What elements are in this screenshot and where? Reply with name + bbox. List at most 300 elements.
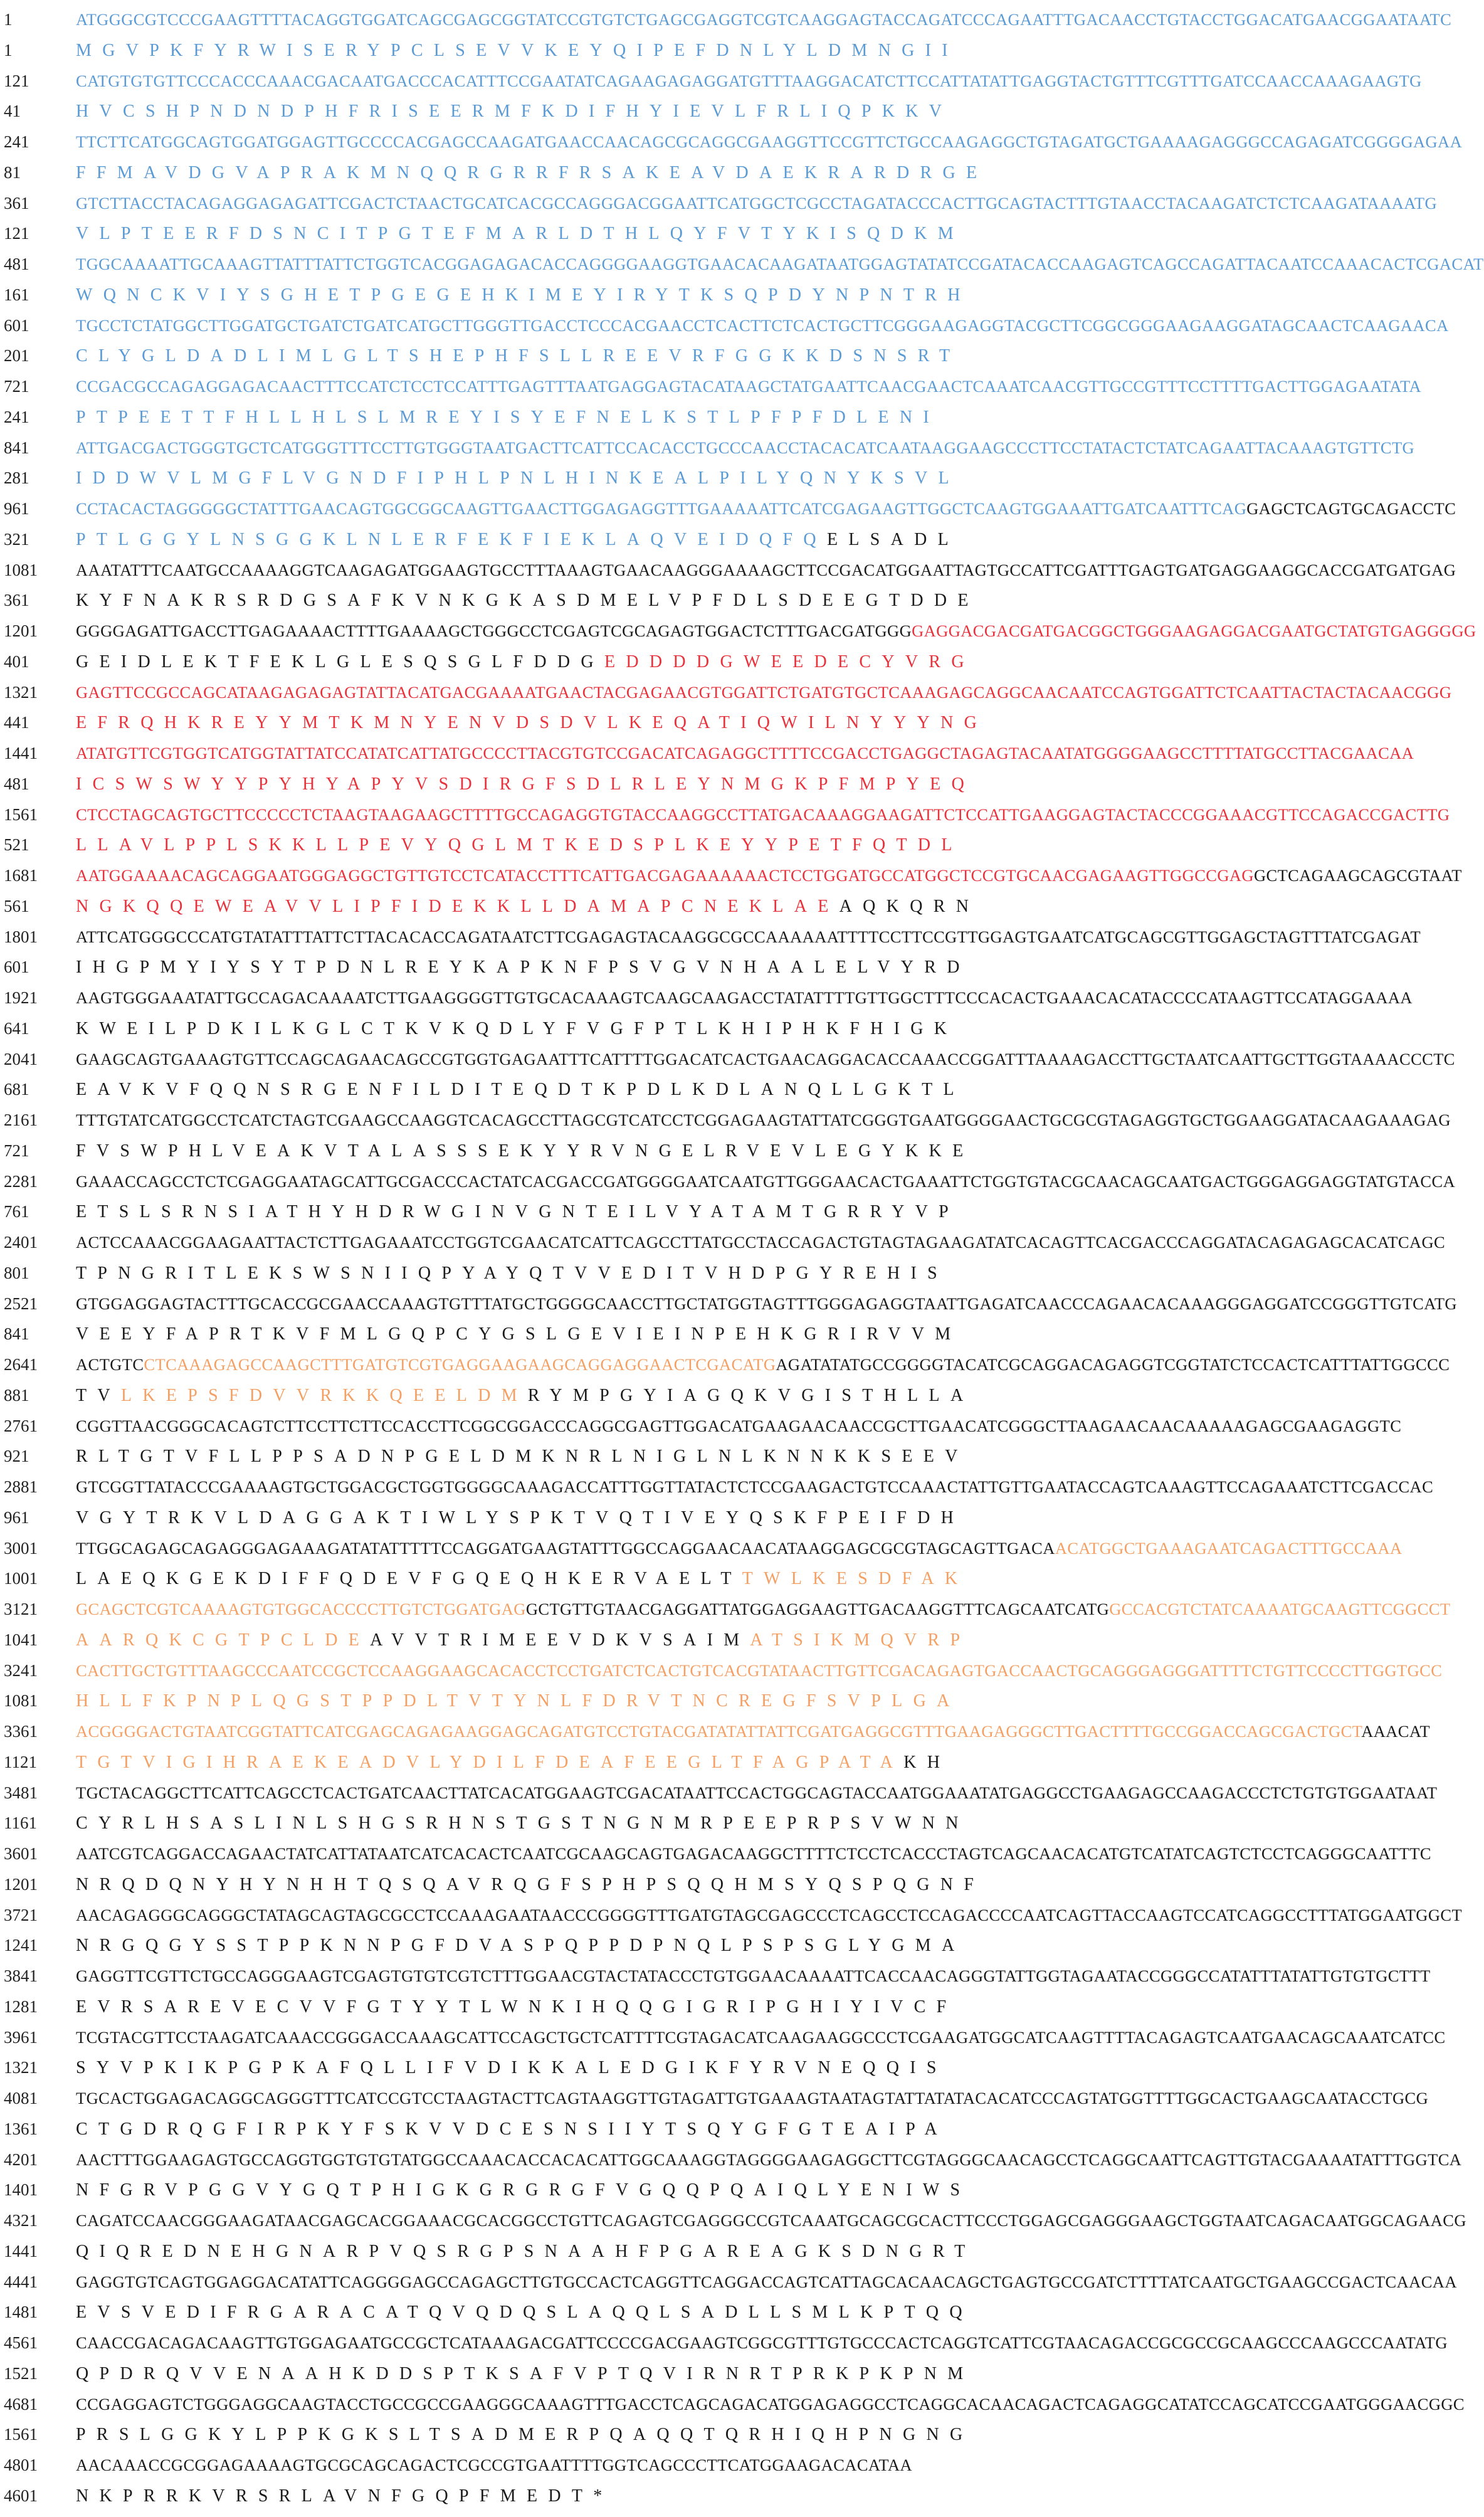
nucleotide-sequence [76, 1355, 1450, 1375]
sequence-segment: GCTCAGAAGCAGCGTAAT [1253, 866, 1462, 885]
sequence-segment: EVSVEDIFRGARACATQVQDQSLAQQLSADLLSMLKPTQQ [76, 2303, 973, 2323]
amino-acid-row [0, 835, 1289, 866]
nucleotide-row [0, 1171, 1456, 1203]
position-number: 4321 [4, 2211, 38, 2230]
position-number: 4081 [4, 2089, 38, 2108]
nucleotide-sequence [76, 1233, 1445, 1252]
nucleotide-sequence [76, 1172, 1455, 1191]
nucleotide-sequence [76, 1600, 1451, 1619]
sequence-segment: NGKQQEWEAVVLIPFIDEKKLLDAMAPCNEKLAE [76, 896, 839, 916]
position-number: 361 [4, 591, 29, 610]
amino-acid-sequence [76, 2242, 976, 2262]
nucleotide-sequence [76, 2456, 912, 2475]
amino-acid-sequence [76, 1264, 948, 1284]
nucleotide-sequence [76, 316, 1449, 335]
nucleotide-sequence [76, 1906, 1462, 1925]
nucleotide-row [0, 1844, 1431, 1875]
sequence-segment: HLLFKPNPLQGSTPPDLTVTYNLFDRVTNCREGFSVPLGA [76, 1691, 960, 1711]
nucleotide-row [0, 2272, 1457, 2303]
sequence-segment: PTPEETTFHLLHLSLMREYISYEFNELKSTLPFPFDLENI [76, 407, 940, 427]
sequence-segment: CATGTGTGTTCCCACCCAAACGACAATGACCCACATTTCCGAATATCAGAAGAGAGGATGTTTAAGGACATCTTCCATTATATTGAGGTACTGTTTCGTTTGATCCAACCAAAGAAGTG [76, 71, 1422, 90]
nucleotide-sequence [76, 927, 1421, 947]
sequence-segment: QPDRQVVENAAHKDDSPTKSAFVPTQVIRNRTPRKPKPNM [76, 2363, 974, 2383]
nucleotide-row [0, 1905, 1463, 1936]
sequence-segment: EFRQHKREYYMTKMNYENVDSDVLKEQATIQWILNYYYNG [76, 713, 988, 733]
amino-acid-row [0, 958, 1289, 988]
nucleotide-sequence [76, 1966, 1431, 1986]
position-number: 1801 [4, 927, 38, 946]
position-number: 4681 [4, 2394, 38, 2414]
position-number: 1281 [4, 1997, 38, 2016]
nucleotide-row [0, 1355, 1450, 1386]
position-number: 1201 [4, 621, 38, 640]
position-number: 1 [4, 10, 13, 29]
nucleotide-sequence [76, 2150, 1461, 2170]
position-number: 121 [4, 224, 29, 243]
amino-acid-row [0, 2180, 1289, 2211]
position-number: 1481 [4, 2303, 38, 2322]
nucleotide-row [0, 2211, 1466, 2242]
position-number: 3721 [4, 1905, 38, 1924]
nucleotide-row [0, 927, 1421, 958]
nucleotide-sequence [76, 499, 1456, 519]
nucleotide-sequence [76, 132, 1462, 152]
position-number: 1081 [4, 560, 38, 579]
sequence-segment: GAGGACGACGATGACGGCTGGGAAGAGGACGAATGCTATGTGAGGGGG [912, 621, 1476, 640]
sequence-segment: ATATGTTCGTGGTCATGGTATTATCCATATCATTATGCCCCTTACGTGTCCGACATCAGAGGCTTTTCCGACCTGAGGCTAGAGTACAATATGGGGAAGCCTTTTATGCCTTACGAACAA [76, 744, 1414, 762]
position-number: 961 [4, 499, 29, 518]
sequence-segment: CYRLHSASLINLSHGSRHNSTGSTNGNMRPEEPRPSVWNN [76, 1813, 969, 1834]
amino-acid-row [0, 41, 1289, 71]
amino-acid-row [0, 1691, 1289, 1722]
position-number: 3961 [4, 2027, 38, 2047]
position-number: 4801 [4, 2456, 38, 2474]
sequence-segment: ETSLSRNSIATHYHDRWGINVGNTEILVYATAMTGRRYVP [76, 1202, 959, 1222]
amino-acid-row [0, 652, 1289, 683]
nucleotide-row [0, 255, 1484, 285]
nucleotide-row [0, 1233, 1446, 1264]
sequence-segment: NFGRVPGGVYGQTPHIGKGRGRGFVGQQPQAIQLYENIWS [76, 2180, 971, 2200]
amino-acid-sequence [76, 835, 963, 855]
sequence-segment: GTGGAGGAGTACTTTGCACCGCGAACCAAAGTGTTTATGCTGGGGCAACCTTGCTATGGTAGTTTGGGAGAGGTAATTGAGATCAACCCAGAACACAAAGGGAGGATCCGGGTTGTCATG [76, 1294, 1457, 1313]
sequence-segment: VLPTEERFDSNCITPGTEFMARLDTHLQYFVTYKISQDKM [76, 224, 964, 244]
position-number: 1081 [4, 1691, 38, 1711]
sequence-segment: GAAACCAGCCTCTCGAGGAATAGCATTGCGACCCACTATCACGACCGATGGGGAATCAATGTTGGGAACACTGAAATTCTGGTGTACGCAACAGCAATGACTGGGAGGAGGTATGTACCA [76, 1171, 1456, 1191]
nucleotide-row [0, 377, 1422, 408]
sequence-segment: TGGCAAAATTGCAAAGTTATTTATTCTGGTCACGGAGAGACACCAGGGGAAGGTGAACACAAGATAATGGAGTATATCCGATACACCAAGAGTCAGCCAGATTACAATCCAAACACTCGACAT [76, 255, 1484, 273]
sequence-segment: TWLKESDFAK [742, 1569, 969, 1589]
position-number: 4601 [4, 2486, 38, 2505]
sequence-segment: GAAGCAGTGAAAGTGTTCCAGCAGAACAGCCGTGGTGAGAATTTCATTTTGGACATCACTGAACAGGACACCAAACCGGATTTAAAAGACCTTGCTAATCAATTGCTTGGTAAAACCCTC [76, 1049, 1455, 1069]
position-number: 961 [4, 1507, 29, 1527]
amino-acid-sequence [76, 530, 959, 550]
sequence-segment: ATSIKMQVRP [750, 1630, 971, 1650]
position-number: 1401 [4, 2180, 38, 2200]
nucleotide-row [0, 71, 1422, 102]
amino-acid-sequence [76, 408, 940, 428]
sequence-segment: ICSWSWYYPYHYAPYVSDIRGFSDLRLEYNMGKPFMPYEQ [76, 774, 976, 794]
nucleotide-sequence [76, 1661, 1442, 1681]
amino-acid-row [0, 1386, 1289, 1417]
sequence-segment: CACTTGCTGTTTAAGCCCAATCCGCTCCAAGGAAGCACACCTCCTGATCTCACTGTCACGTATAACTTGTTCGACAGAGTGACCAACTGCAGGGAGGGATTTTCTGTTCCCCTTGGTGCC [76, 1660, 1443, 1680]
sequence-segment: VGYTRKVLDAGGAKTIWLYSPKTVQTIVEYQSKFPEIFDH [76, 1507, 965, 1528]
nucleotide-row [0, 866, 1462, 897]
amino-acid-row [0, 897, 1289, 927]
nucleotide-sequence [76, 866, 1462, 885]
position-number: 601 [4, 315, 29, 335]
sequence-segment: LKEPSFDVVRKKQEELDM [120, 1385, 528, 1405]
sequence-segment: GGGGAGATTGACCTTGAGAAAACTTTTGAAAAGCTGGGCCTCGAGTCGCAGAGTGGACTCTTTGACGATGGG [76, 621, 912, 640]
sequence-segment: AAATATTTCAATGCCAAAAGGTCAAGAGATGGAAGTGCCTTTAAAGTGAACAAGGGAAAAGCTTCCGACATGGAATTAGTGCCATTCGATTTGAGTGATGAGGAAGGCACCGATGATGAG [76, 560, 1456, 579]
sequence-segment: AAGTGGGAAATATTGCCAGACAAAATCTTGAAGGGGTTGTGCACAAAGTCAAGCAAGACCTATATTTTGTTGGCTTTCCCACACTGAAACACATACCCCATAAGTTCCATAGGAAAA [76, 988, 1413, 1007]
nucleotide-sequence [76, 1417, 1401, 1436]
position-number: 841 [4, 438, 29, 457]
sequence-segment: TTGGCAGAGCAGAGGGAGAAAGATATATTTTTCCAGGATGAAGTATTTGGCCAGGAACAACATAAGGAGCGCGTAGCAGTTGACA [76, 1538, 1055, 1558]
amino-acid-sequence [76, 774, 975, 794]
position-number: 2881 [4, 1477, 38, 1496]
position-number: 1561 [4, 805, 38, 824]
position-number: 361 [4, 193, 29, 213]
position-number: 321 [4, 529, 29, 549]
sequence-segment: IHGPMYIYSYTPDNLREYKAPKNFPSVGVNHAALELVYRD [76, 958, 971, 978]
nucleotide-row [0, 2394, 1465, 2425]
nucleotide-sequence [76, 1722, 1430, 1741]
position-number: 1441 [4, 744, 38, 762]
position-number: 921 [4, 1447, 29, 1466]
sequence-segment: ATGGGCGTCCCGAAGTTTTACAGGTGGATCAGCGAGCGGTATCCGTGTCTGAGCGAGGTCGTCAAGGAGTACCAGATCCCAGAATTTGACAACCTGTACCTGGACATGAACGGAATAATC [76, 10, 1452, 29]
nucleotide-sequence [76, 2333, 1448, 2353]
nucleotide-row [0, 2456, 1289, 2486]
amino-acid-row [0, 2242, 1289, 2272]
amino-acid-sequence [76, 1447, 969, 1467]
amino-acid-sequence [76, 41, 959, 61]
sequence-segment: MGVPKFYRWISERYPCLSEVVKEYQIPEFDNLYLDMNGII [76, 40, 959, 60]
nucleotide-row [0, 1294, 1457, 1325]
position-number: 3361 [4, 1722, 38, 1741]
position-number: 1441 [4, 2241, 38, 2261]
nucleotide-row [0, 2333, 1448, 2364]
position-number: 521 [4, 835, 29, 855]
nucleotide-row [0, 315, 1449, 347]
sequence-segment: NRQDQNYHYNHHTQSQAVRQGFSPHPSQQHMSYQSPQGNF [76, 1874, 985, 1894]
amino-acid-row [0, 2364, 1289, 2395]
position-number: 721 [4, 377, 29, 396]
sequence-segment: SYVPKIKPGPKAFQLLIFVDIKKALEDGIKFYRVNEQQIS [76, 2058, 947, 2078]
nucleotide-sequence [76, 194, 1437, 213]
nucleotide-row [0, 1966, 1431, 1997]
amino-acid-sequence [76, 2425, 974, 2445]
position-number: 4201 [4, 2150, 38, 2169]
nucleotide-sequence [76, 71, 1422, 91]
amino-acid-sequence [76, 591, 979, 611]
position-number: 3841 [4, 1966, 38, 1985]
nucleotide-row [0, 1538, 1402, 1570]
nucleotide-row [0, 132, 1463, 163]
amino-acid-sequence [76, 2303, 973, 2323]
sequence-segment: AACAAACCGCGGAGAAAAGTGCGCAGCAGACTCGCCGTGAATTTTGGTCAGCCCTTCATGGAAGACACA [76, 2456, 879, 2474]
nucleotide-row [0, 1477, 1434, 1508]
nucleotide-sequence [76, 1539, 1402, 1558]
amino-acid-row [0, 1508, 1289, 1539]
nucleotide-sequence [76, 10, 1451, 29]
amino-acid-row [0, 2119, 1289, 2150]
position-number: 2641 [4, 1355, 38, 1374]
amino-acid-row [0, 1875, 1289, 1906]
nucleotide-row [0, 560, 1456, 591]
position-number: 1201 [4, 1874, 38, 1894]
nucleotide-sequence [76, 255, 1484, 274]
amino-acid-row [0, 2425, 1289, 2456]
sequence-segment: WQNCKVIYSGHETPGEGEHKIMEYIRYTKSQPDYNPNTRH [76, 285, 971, 305]
position-number: 601 [4, 958, 29, 977]
sequence-segment: AARQKCGTPCLDE [76, 1630, 371, 1650]
amino-acid-row [0, 1753, 1289, 1783]
sequence-segment: GEIDLEKTFEKLGLESQSGLFDDG [76, 652, 604, 672]
amino-acid-row [0, 2058, 1289, 2089]
nucleotide-row [0, 621, 1476, 652]
position-number: 81 [4, 162, 21, 182]
nucleotide-row [0, 499, 1456, 530]
nucleotide-sequence [76, 1477, 1433, 1497]
amino-acid-row [0, 713, 1289, 744]
position-number: 201 [4, 346, 29, 366]
sequence-segment: VEEYFAPRTKVFMLGQPCYGSLGEVIEINPEHKGRIRVVM [76, 1324, 962, 1344]
position-number: 161 [4, 285, 29, 304]
sequence-segment: KWEILPDKILKGLCTKVKQDLYFVGFPTLKHIPHKFHIGK [76, 1018, 958, 1038]
nucleotide-sequence [76, 1844, 1431, 1864]
sequence-segment: CTGDRQGFIRPKYFSKVVDCESNSIIYTSQYGFGTEAIPA [76, 2119, 949, 2139]
sequence-segment: ATTCATGGGCCCATGTATATTTATTCTTACACACCAGATAATCTTCGAGAGTACAAGGCGCCAAAAAATTTTCCTTCCGTTGGAGTGAATCATGCAGCGTTGGAGCTAGTTTATCGAGAT [76, 927, 1421, 946]
nucleotide-sequence [76, 621, 1476, 641]
amino-acid-row [0, 346, 1289, 377]
sequence-segment: GAGTTCCGCCAGCATAAGAGAGAGTATTACATGACGAAAATGAACTACGAGAACGTGGATTCTGATGTGCTCAAAGAGCAGGCAACAATCCAGTGGATTCTCAATTACTACTACAACGGG [76, 682, 1452, 702]
sequence-segment: GCTGTTGTAACGAGGATTATGGAGGAAGTTGACAAGGTTTCAGCAATCATG [525, 1600, 1110, 1618]
sequence-segment: GAGGTGTCAGTGGAGGACATATTCAGGGGAGCCAGAGCTTGTGCCACTCAGGTTCAGGACCAGTCATTAGCACAACAGCTGAGTGCCGATCTTTTATCAATGCTGAAGCCGACTCAACAA [76, 2272, 1457, 2291]
sequence-segment: TTCTTCATGGCAGTGGATGGAGTTGCCCCACGAGCCAAGATGAACCAACAGCGCAGGCGAAGGTTCCGTTCTGCCAAGAGGCTGTAGATGCTGAAAAGAGGGCCAGAGATCGGGGAGAA [76, 132, 1463, 151]
sequence-segment: GAGCTCAGTGCAGACCTC [1246, 499, 1456, 518]
amino-acid-sequence [76, 1813, 969, 1834]
position-number: 721 [4, 1141, 29, 1160]
sequence-segment: ACATGGCTGAAAGAATCAGACTTTGCCAAA [1055, 1538, 1402, 1558]
nucleotide-row [0, 193, 1438, 224]
nucleotide-row [0, 1783, 1438, 1814]
nucleotide-sequence [76, 683, 1451, 702]
sequence-segment: GCCACGTCTATCAAAATGCAAGTTCGGCCT [1109, 1600, 1451, 1618]
nucleotide-sequence [76, 744, 1414, 763]
nucleotide-sequence [76, 1111, 1451, 1130]
position-number: 41 [4, 102, 21, 121]
sequence-segment: FFMAVDGVAPRAKMNQQRGRRFRSAKEAVDAEKRARDRGE [76, 162, 988, 182]
position-number: 1361 [4, 2119, 38, 2138]
amino-acid-row [0, 1630, 1289, 1661]
nucleotide-sequence [76, 1050, 1455, 1069]
amino-acid-row [0, 2486, 1289, 2517]
sequence-segment: GTCTTACCTACAGAGGAGAGATTCGACTCTAACTGCATCACGCCAGGGACGGAATTCATGGCTCGCCTAGATACCCACTTGCAGTACTTTGTAACCTACAAGATCTCTCAAGATAAAATG [76, 193, 1438, 213]
sequence-panel [0, 10, 1484, 2517]
position-number: 1041 [4, 1630, 38, 1649]
nucleotide-sequence [76, 377, 1421, 396]
nucleotide-row [0, 744, 1414, 774]
sequence-segment: TV [76, 1385, 121, 1405]
nucleotide-row [0, 1600, 1451, 1630]
sequence-segment: CLYGLDADLIMLGLTSHEPHFSLLREEVRFGGKKDSNSRT [76, 346, 961, 366]
position-number: 761 [4, 1202, 29, 1222]
position-number: 681 [4, 1080, 29, 1099]
sequence-segment: TPNGRITLEKSWSNIIQPYAYQTVVEDITVHDPGYREHIS [76, 1263, 948, 1283]
sequence-segment: TGCACTGGAGACAGGCAGGGTTTCATCCGTCCTAAGTACTTCAGTAAGGTTGTAGATTGTGAAAGTAATAGTATTATATACACATCCCAGTATGGTTTTGGCACTGAAGCAATACCTGCG [76, 2089, 1429, 2108]
position-number: 1681 [4, 866, 38, 885]
position-number: 841 [4, 1324, 29, 1344]
amino-acid-sequence [76, 1875, 984, 1895]
nucleotide-sequence [76, 1783, 1438, 1803]
position-number: 1001 [4, 1569, 38, 1588]
position-number: 441 [4, 713, 29, 732]
sequence-segment: ACTGTC [76, 1355, 144, 1374]
amino-acid-sequence [76, 2058, 947, 2078]
amino-acid-row [0, 1141, 1289, 1172]
position-number: 3601 [4, 1844, 38, 1863]
amino-acid-row [0, 1813, 1289, 1844]
sequence-segment: NKPRRKVRSRLAVNFGQPFMEDT* [76, 2486, 613, 2506]
position-number: 241 [4, 132, 29, 151]
sequence-segment: ATTGACGACTGGGTGCTCATGGGTTTCCTTGTGGGTAATGACTTCATTCCACACCTGCCCAACCTACACATCAATAAGGAAGCCCTTCCTATACTCTATCAGAATTACAAAGTGTTCTG [76, 438, 1415, 457]
position-number: 1521 [4, 2363, 38, 2383]
amino-acid-sequence [76, 2180, 971, 2200]
amino-acid-sequence [76, 1324, 961, 1344]
position-number: 2401 [4, 1233, 38, 1252]
sequence-segment: IDDWVLMGFLVGNDFIPHLPNLHINKEALPILYQNYKSVL [76, 468, 960, 488]
sequence-segment: AQKQRN [839, 896, 980, 916]
sequence-segment: CCGACGCCAGAGGAGACAACTTTCCATCTCCTCCATTTGAGTTTAATGAGGAGTACATAAGCTATGAATTCAACGAACTCAAATCAACGTTGCCGTTTCCTTTTGACTTGGAGAATATA [76, 377, 1422, 396]
nucleotide-row [0, 988, 1413, 1019]
nucleotide-row [0, 682, 1452, 714]
amino-acid-row [0, 1324, 1289, 1355]
sequence-segment: RYMPGYIAGQKVGISTHLLA [527, 1385, 974, 1405]
nucleotide-sequence [76, 2089, 1428, 2108]
position-number: 241 [4, 407, 29, 426]
sequence-segment: LAEQKGEKDIFFQDEVFGQEQHKERVAELT [76, 1569, 742, 1589]
position-number: 1321 [4, 682, 38, 702]
amino-acid-row [0, 163, 1289, 194]
position-number: 2041 [4, 1049, 38, 1069]
amino-acid-sequence [76, 285, 971, 305]
nucleotide-sequence [76, 805, 1450, 825]
amino-acid-row [0, 1019, 1289, 1050]
amino-acid-sequence [76, 1691, 960, 1711]
nucleotide-row [0, 1660, 1443, 1692]
amino-acid-sequence [76, 224, 964, 244]
amino-acid-row [0, 1936, 1289, 1966]
position-number: 4441 [4, 2272, 38, 2291]
position-number: 2161 [4, 1111, 38, 1129]
sequence-segment: CAACCGACAGACAAGTTGTGGAGAATGCCGCTCATAAAGACGATTCCCCGACGAAGTCGGCGTTTGTGCCCACTCAGGTCATTCGTAACAGACCGCGCCGCAAGCCCAAGCCCAATATG [76, 2333, 1448, 2352]
sequence-segment: QIQREDNEHGNARPVQSRGPSNAAHFPGAREAGKSDNGRT [76, 2241, 976, 2261]
amino-acid-row [0, 1080, 1289, 1111]
amino-acid-sequence [76, 2364, 974, 2384]
sequence-segment: TGCCTCTATGGCTTGGATGCTGATCTGATCATGCTTGGGTTGACCTCCCACGAACCTCACTTCTCACTGCTTCGGGAAGAGGTACGCTTCGGCGGGAAGAAGGATAGCAACTCAAGAACA [76, 315, 1449, 335]
amino-acid-sequence [76, 1753, 950, 1773]
sequence-segment: NRGQGYSSTPPKNNPGFDVASPQPPDPNQLPSPSGLYGMA [76, 1936, 966, 1956]
sequence-segment: CCGAGGAGTCTGGGAGGCAAGTACCTGCCGCCGAAGGGCAAAGTTTGACCTCAGCAGACATGGAGAGGCCTCAGGCACAACAGACTCAGAGGCATATCCAGCATCCGAATGGGAACGGC [76, 2394, 1465, 2414]
position-number: 481 [4, 774, 29, 793]
nucleotide-row [0, 2150, 1462, 2181]
nucleotide-sequence [76, 2028, 1446, 2047]
sequence-segment: TGTVIGIHRAEKEADVLYDILFDEAFEEGLTFAGPATA [76, 1752, 904, 1772]
sequence-segment: GAGGTTCGTTCTGCCAGGGAAGTCGAGTGTGTCGTCTTTGGAACGTACTATACCCTGTGGAACAAAATTCACCAACAGGGTATTGGTAGAATACCGGGCCATATTTATATTGTGTGCTTT [76, 1966, 1431, 1985]
amino-acid-row [0, 102, 1289, 132]
amino-acid-sequence [76, 2119, 948, 2140]
nucleotide-sequence [76, 2211, 1466, 2230]
nucleotide-sequence [76, 988, 1413, 1008]
amino-acid-sequence [76, 958, 971, 978]
amino-acid-sequence [76, 102, 952, 122]
sequence-segment: FVSWPHLVEAKVTALASSSEKYYRVNGELRVEVLEGYKKE [76, 1141, 974, 1161]
position-number: 1 [4, 40, 13, 60]
amino-acid-sequence [76, 1386, 974, 1406]
position-number: 481 [4, 255, 29, 273]
position-number: 2281 [4, 1171, 38, 1191]
amino-acid-row [0, 591, 1289, 621]
sequence-segment: PRSLGGKYLPPKGKSLTSADMERPQAQQTQRHIQHPNGNG [76, 2425, 974, 2445]
sequence-segment: AAACAT [1361, 1722, 1431, 1741]
sequence-segment: AACAGAGGGCAGGGCTATAGCAGTAGCGCCTCCAAAGAATAACCCGGGGTTTGATGTAGCGAGCCCTCAGCCTCCAGACCCCAATCAGTTACCAAGTCCATCAGGCCTTTATGGAATGGCT [76, 1905, 1463, 1924]
nucleotide-row [0, 1111, 1451, 1141]
amino-acid-row [0, 1202, 1289, 1233]
position-number: 121 [4, 71, 29, 90]
nucleotide-sequence [76, 2395, 1465, 2414]
position-number: 881 [4, 1385, 29, 1405]
amino-acid-sequence [76, 468, 960, 488]
sequence-segment: CTCCTAGCAGTGCTTCCCCCTCTAAGTAAGAAGCTTTTGCCAGAGGTGTACCAAGGCCTTATGACAAAGGAAGATTCTCCATTGAAGGAGTACTACCCGGAAACGTTCCAGACCGACTTG [76, 805, 1450, 824]
amino-acid-sequence [76, 1202, 959, 1222]
amino-acid-sequence [76, 652, 975, 672]
amino-acid-sequence [76, 1508, 964, 1528]
position-number: 1561 [4, 2425, 38, 2444]
amino-acid-sequence [76, 346, 960, 366]
amino-acid-row [0, 468, 1289, 499]
sequence-segment: LLAVLPPLSKKLLPEVYQGLMTKEDSPLKEYYPETFQTDL [76, 835, 963, 855]
position-number: 1241 [4, 1936, 38, 1955]
position-number: 3121 [4, 1600, 38, 1618]
position-number: 281 [4, 468, 29, 488]
amino-acid-sequence [76, 2486, 613, 2506]
amino-acid-sequence [76, 897, 979, 917]
position-number: 3241 [4, 1660, 38, 1680]
sequence-segment: AVVTRIMEEVDKVSAIM [370, 1630, 750, 1650]
sequence-segment: TTTGTATCATGGCCTCATCTAGTCGAAGCCAAGGTCACAGCCTTAGCGTCATCCTCGGAGAAGTATTATCGGGTGAATGGGGAACTGCGCGTAGAGGTGCTGGAAGGATACAAGAAAGAG [76, 1111, 1451, 1129]
amino-acid-row [0, 1264, 1289, 1294]
amino-acid-row [0, 408, 1289, 438]
sequence-segment: ACGGGGACTGTAATCGGTATTCATCGAGCAGAGAAGGAGCAGATGTCCTGTACGATATATTATTCGATGAGGCGTTTGAAGAGGGCTTGACTTTTGCCGGACCAGCGACTGCT [76, 1722, 1362, 1741]
sequence-segment: CGGTTAACGGGCACAGTCTTCCTTCTTCCACCTTCGGCGGACCCAGGCGAGTTGGACATGAAGAACAACCGCTTGAACATCGGGCTTAAGAACAACAAAAAGAGCGAAGAGGTC [76, 1416, 1402, 1435]
nucleotide-row [0, 2027, 1446, 2059]
amino-acid-sequence [76, 1569, 968, 1589]
amino-acid-row [0, 2303, 1289, 2333]
position-number: 1121 [4, 1752, 37, 1771]
position-number: 2521 [4, 1294, 38, 1313]
sequence-segment: TCGTACGTTCCTAAGATCAAACCGGGACCAAAGCATTCCAGCTGCTCATTTTCGTAGACATCAAGAAGGCCCTCGAAGATGGCATCAAGTTTTACAGAGTCAATGAACAGCAAATCATCC [76, 2027, 1446, 2047]
position-number: 4561 [4, 2333, 38, 2352]
amino-acid-sequence [76, 1019, 957, 1039]
sequence-segment: GCAGCTCGTCAAAAGTGTGGCACCCCTTGTCTGGATGAG [76, 1600, 526, 1618]
sequence-segment: CAGATCCAACGGGAAGATAACGAGCACGGAAACGCACGGCCTGTTCAGAGTCGAGGGCCGTCAAATGCAGCGCACTTCCCTGGAGCGAGGGAAGCTGGTAATCAGACAATGGCAGAACG [76, 2211, 1466, 2230]
nucleotide-row [0, 2089, 1429, 2119]
sequence-segment: PTLGGYLNSGGKLNLERFEKFIEKLAQVEIDQFQ [76, 529, 827, 549]
nucleotide-row [0, 1049, 1455, 1080]
amino-acid-sequence [76, 1997, 957, 2017]
position-number: 801 [4, 1263, 29, 1282]
nucleotide-row [0, 438, 1415, 469]
